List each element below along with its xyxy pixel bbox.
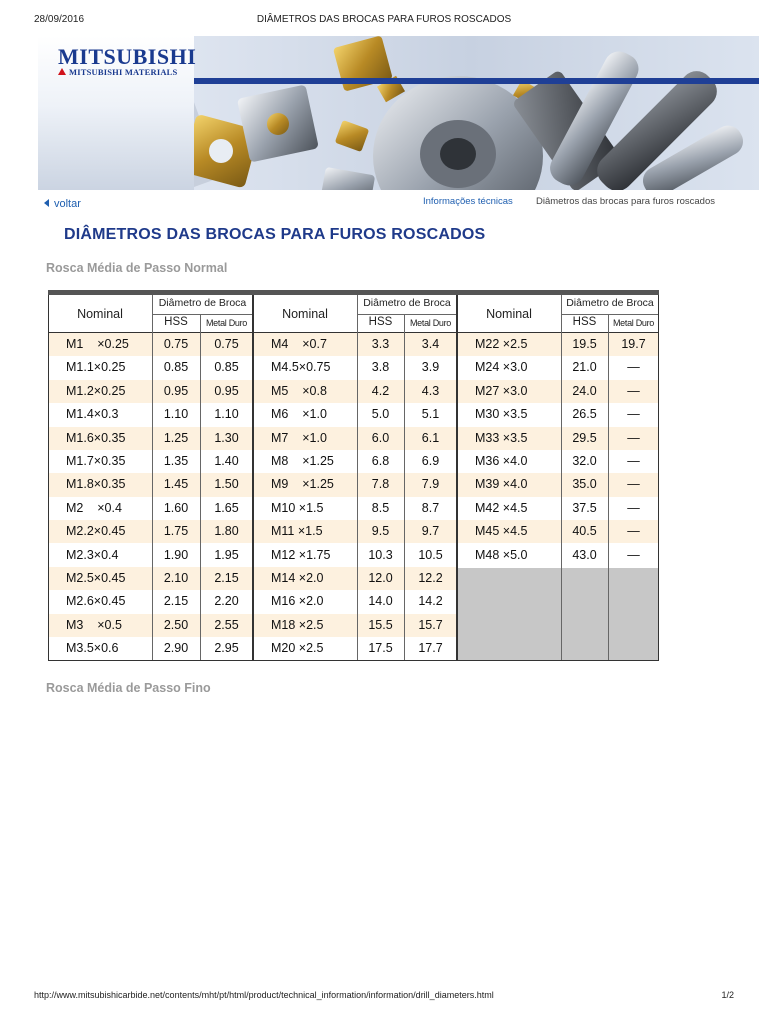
cell-metal-duro: — xyxy=(627,477,640,492)
cell-hss: 9.5 xyxy=(371,524,390,539)
cell-hss: 8.5 xyxy=(371,500,390,515)
cell-nominal: M2.3×0.4 xyxy=(66,547,119,562)
cell-hss: 1.35 xyxy=(163,454,189,468)
header-banner xyxy=(38,36,759,190)
cell-hss: 14.0 xyxy=(368,594,393,609)
back-link[interactable] xyxy=(44,198,81,210)
cell-hss: 17.5 xyxy=(368,641,393,656)
table-row xyxy=(48,567,253,590)
cell-hss: 7.8 xyxy=(371,477,390,492)
block-left-border xyxy=(253,295,254,661)
table-row xyxy=(457,403,659,426)
table-row xyxy=(48,356,253,379)
table-row xyxy=(48,473,253,496)
cell-hss: 2.10 xyxy=(163,571,189,585)
cell-metal-duro: 12.2 xyxy=(418,571,443,585)
cell-hss: 40.5 xyxy=(572,524,597,539)
cell-metal-duro: 15.7 xyxy=(418,617,443,632)
cell-hss: 32.0 xyxy=(572,454,597,468)
cell-nominal: M6 ×1.0 xyxy=(271,407,327,422)
cell-metal-duro: 1.95 xyxy=(214,547,239,562)
cell-metal-duro: 1.50 xyxy=(214,477,239,492)
column-divider xyxy=(608,314,609,661)
header-hss: HSS xyxy=(368,316,393,328)
cell-hss: 3.8 xyxy=(371,360,390,375)
cell-metal-duro: 1.30 xyxy=(214,430,239,445)
cell-hss: 2.15 xyxy=(163,594,189,609)
cell-metal-duro: 4.3 xyxy=(421,383,440,398)
table-row xyxy=(457,520,659,543)
cell-nominal: M2.5×0.45 xyxy=(66,571,126,585)
header-diameter: Diâmetro de Broca xyxy=(158,297,247,309)
cell-hss: 6.8 xyxy=(371,454,390,468)
cell-nominal: M8 ×1.25 xyxy=(271,454,334,468)
cell-hss: 1.45 xyxy=(163,477,189,492)
header-accent-bar xyxy=(194,78,759,84)
cell-metal-duro: 3.9 xyxy=(421,360,440,375)
mitsubishi-three-diamonds-icon xyxy=(58,68,66,75)
table-block-2 xyxy=(253,295,457,661)
block-bottom-rule xyxy=(48,660,253,661)
cell-nominal: M7 ×1.0 xyxy=(271,430,327,445)
nav-row xyxy=(38,196,759,214)
cell-metal-duro: 3.4 xyxy=(421,337,440,351)
cell-hss: 1.75 xyxy=(163,524,189,539)
cell-nominal: M14 ×2.0 xyxy=(271,571,324,585)
cell-hss: 43.0 xyxy=(572,547,597,562)
block-right-border xyxy=(658,295,659,661)
cell-nominal: M45 ×4.5 xyxy=(475,524,528,539)
cell-nominal: M2.2×0.45 xyxy=(66,524,126,539)
cell-metal-duro: — xyxy=(627,454,640,468)
table-row xyxy=(48,520,253,543)
table-row xyxy=(48,450,253,473)
table-row xyxy=(253,356,457,379)
table-row xyxy=(457,450,659,473)
cell-metal-duro: — xyxy=(627,547,640,562)
cell-hss: 2.50 xyxy=(163,617,189,632)
print-page-number: 1/2 xyxy=(721,990,734,1000)
cell-nominal: M33 ×3.5 xyxy=(475,430,528,445)
header-metal-duro: Metal Duro xyxy=(409,318,452,328)
cell-hss: 5.0 xyxy=(371,407,390,422)
cell-hss: 35.0 xyxy=(572,477,597,492)
print-header xyxy=(34,14,734,30)
cell-metal-duro: 10.5 xyxy=(418,547,443,562)
block-left-border xyxy=(48,295,49,661)
header-diameter: Diâmetro de Broca xyxy=(363,297,451,309)
cell-hss: 12.0 xyxy=(368,571,393,585)
print-footer xyxy=(34,990,734,1004)
table-row xyxy=(253,450,457,473)
table-row xyxy=(48,590,253,613)
cell-nominal: M36 ×4.0 xyxy=(475,454,528,468)
cell-nominal: M39 ×4.0 xyxy=(475,477,528,492)
table-row xyxy=(48,614,253,637)
triangle-left-icon xyxy=(44,199,49,207)
breadcrumb-current: Diâmetros das brocas para furos roscados xyxy=(536,196,715,207)
cell-metal-duro: 14.2 xyxy=(418,594,443,609)
header-diameter: Diâmetro de Broca xyxy=(566,297,654,309)
header-hss: HSS xyxy=(572,316,597,328)
cell-hss: 37.5 xyxy=(572,500,597,515)
table-block-1 xyxy=(48,295,253,661)
cell-nominal: M11 ×1.5 xyxy=(271,524,323,539)
cell-nominal: M10 ×1.5 xyxy=(271,500,324,515)
table-row xyxy=(253,590,457,613)
table-row xyxy=(253,403,457,426)
cell-nominal: M30 ×3.5 xyxy=(475,407,528,422)
table-row xyxy=(48,427,253,450)
table-row xyxy=(253,427,457,450)
cell-hss: 0.85 xyxy=(163,360,189,375)
cell-hss: 3.3 xyxy=(371,337,390,351)
table-row xyxy=(48,497,253,520)
table-block-3 xyxy=(457,295,659,661)
cell-metal-duro: 2.20 xyxy=(214,594,239,609)
table-row xyxy=(48,637,253,660)
cell-metal-duro: 8.7 xyxy=(421,500,440,515)
table-row xyxy=(253,380,457,403)
table-row xyxy=(457,427,659,450)
table-row xyxy=(48,544,253,567)
cell-nominal: M1.8×0.35 xyxy=(66,477,126,492)
cell-metal-duro: — xyxy=(627,524,640,539)
header-nominal: Nominal xyxy=(77,307,123,321)
cell-nominal: M12 ×1.75 xyxy=(271,547,331,562)
table-row xyxy=(48,380,253,403)
header-nominal: Nominal xyxy=(282,307,328,321)
cell-hss: 15.5 xyxy=(368,617,393,632)
cell-metal-duro: 17.7 xyxy=(418,641,443,656)
cell-metal-duro: 0.95 xyxy=(214,383,239,398)
table-row xyxy=(253,544,457,567)
cell-hss: 10.3 xyxy=(368,547,393,562)
cell-metal-duro: 6.9 xyxy=(421,454,440,468)
cell-nominal: M27 ×3.0 xyxy=(475,383,528,398)
cell-metal-duro: 1.10 xyxy=(214,407,239,422)
cell-nominal: M3.5×0.6 xyxy=(66,641,119,656)
cell-nominal: M18 ×2.5 xyxy=(271,617,324,632)
table-row xyxy=(48,333,253,356)
section-title-fine-pitch: Rosca Média de Passo Fino xyxy=(46,681,211,695)
header-hss: HSS xyxy=(164,316,188,328)
cell-metal-duro: 0.85 xyxy=(214,360,239,375)
table-row xyxy=(457,473,659,496)
header-metal-duro: Metal Duro xyxy=(612,318,655,328)
table-row xyxy=(253,567,457,590)
table-row xyxy=(48,403,253,426)
cell-metal-duro: 19.7 xyxy=(621,337,646,351)
column-divider xyxy=(404,314,405,661)
cell-nominal: M5 ×0.8 xyxy=(271,383,327,398)
cell-nominal: M42 ×4.5 xyxy=(475,500,528,515)
header-divider xyxy=(152,314,253,315)
cell-metal-duro: 0.75 xyxy=(214,337,239,351)
cell-metal-duro: 1.65 xyxy=(214,500,239,515)
table-row xyxy=(253,333,457,356)
cell-hss: 1.60 xyxy=(163,500,189,515)
cell-hss: 21.0 xyxy=(572,360,597,375)
cell-nominal: M2.6×0.45 xyxy=(66,594,126,609)
header-divider xyxy=(561,314,659,315)
cell-hss: 1.90 xyxy=(163,547,189,562)
cell-nominal: M1.7×0.35 xyxy=(66,454,126,468)
cell-hss: 2.90 xyxy=(163,641,189,656)
table-row xyxy=(457,333,659,356)
cell-nominal: M3 ×0.5 xyxy=(66,617,122,632)
table-row xyxy=(253,614,457,637)
cell-metal-duro: 2.55 xyxy=(214,617,239,632)
cell-metal-duro: 6.1 xyxy=(421,430,440,445)
cell-nominal: M16 ×2.0 xyxy=(271,594,324,609)
column-divider xyxy=(561,295,562,661)
cell-metal-duro: — xyxy=(627,360,640,375)
table-row xyxy=(253,497,457,520)
cell-hss: 1.10 xyxy=(163,407,189,422)
cell-metal-duro: 2.15 xyxy=(214,571,239,585)
cell-metal-duro: 5.1 xyxy=(421,407,440,422)
cell-nominal: M4.5×0.75 xyxy=(271,360,331,375)
table-empty-area xyxy=(457,568,659,661)
cell-metal-duro: — xyxy=(627,407,640,422)
cell-hss: 0.95 xyxy=(163,383,189,398)
table-row xyxy=(457,544,659,567)
header-nominal: Nominal xyxy=(486,307,532,321)
cell-metal-duro: 1.40 xyxy=(214,454,239,468)
block-bottom-rule xyxy=(457,660,659,661)
page-title: DIÂMETROS DAS BROCAS PARA FUROS ROSCADOS xyxy=(64,226,486,243)
cell-metal-duro: — xyxy=(627,430,640,445)
cell-nominal: M4 ×0.7 xyxy=(271,337,327,351)
cell-nominal: M1.2×0.25 xyxy=(66,383,126,398)
cell-nominal: M1 ×0.25 xyxy=(66,337,129,351)
table-row xyxy=(253,637,457,660)
section-title-normal-pitch: Rosca Média de Passo Normal xyxy=(46,261,228,275)
table-row xyxy=(253,520,457,543)
cell-nominal: M48 ×5.0 xyxy=(475,547,528,562)
cell-nominal: M1.6×0.35 xyxy=(66,430,126,445)
column-divider xyxy=(357,295,358,661)
header-metal-duro: Metal Duro xyxy=(205,318,248,328)
cell-nominal: M1.1×0.25 xyxy=(66,360,126,375)
cell-hss: 0.75 xyxy=(163,337,189,351)
cell-nominal: M24 ×3.0 xyxy=(475,360,528,375)
cell-hss: 24.0 xyxy=(572,383,597,398)
cell-nominal: M2 ×0.4 xyxy=(66,500,122,515)
column-divider xyxy=(200,314,201,661)
block-bottom-rule xyxy=(253,660,457,661)
block-left-border xyxy=(457,295,458,661)
cell-hss: 1.25 xyxy=(163,430,189,445)
cell-hss: 6.0 xyxy=(371,430,390,445)
cell-metal-duro: 1.80 xyxy=(214,524,239,539)
breadcrumb-technical-info[interactable]: Informações técnicas xyxy=(423,196,513,207)
table-row xyxy=(457,356,659,379)
cell-hss: 19.5 xyxy=(572,337,597,351)
print-date: 28/09/2016 xyxy=(34,14,85,25)
cell-hss: 29.5 xyxy=(572,430,597,445)
cell-metal-duro: 9.7 xyxy=(421,524,440,539)
back-label: voltar xyxy=(54,198,81,210)
brand-subtitle: MITSUBISHI MATERIALS xyxy=(58,67,177,77)
cell-nominal: M22 ×2.5 xyxy=(475,337,528,351)
table-row xyxy=(457,380,659,403)
cell-nominal: M1.4×0.3 xyxy=(66,407,119,422)
column-divider xyxy=(152,295,153,661)
cell-metal-duro: — xyxy=(627,383,640,398)
cell-metal-duro: 7.9 xyxy=(421,477,440,492)
cell-nominal: M20 ×2.5 xyxy=(271,641,324,656)
drill-diameter-table xyxy=(48,290,659,661)
header-divider xyxy=(357,314,457,315)
print-title: DIÂMETROS DAS BROCAS PARA FUROS ROSCADOS xyxy=(256,14,512,25)
brand-logo[interactable] xyxy=(38,36,197,190)
cell-hss: 4.2 xyxy=(371,383,390,398)
table-row xyxy=(457,497,659,520)
cell-nominal: M9 ×1.25 xyxy=(271,477,334,492)
table-row xyxy=(253,473,457,496)
cell-metal-duro: — xyxy=(627,500,640,515)
cell-hss: 26.5 xyxy=(572,407,597,422)
print-url: http://www.mitsubishicarbide.net/contents/mht/pt/html/product/technical_information/information/drill_diameters.html xyxy=(34,990,494,1000)
brand-name: MITSUBISHI xyxy=(58,44,197,69)
cell-metal-duro: 2.95 xyxy=(214,641,239,656)
